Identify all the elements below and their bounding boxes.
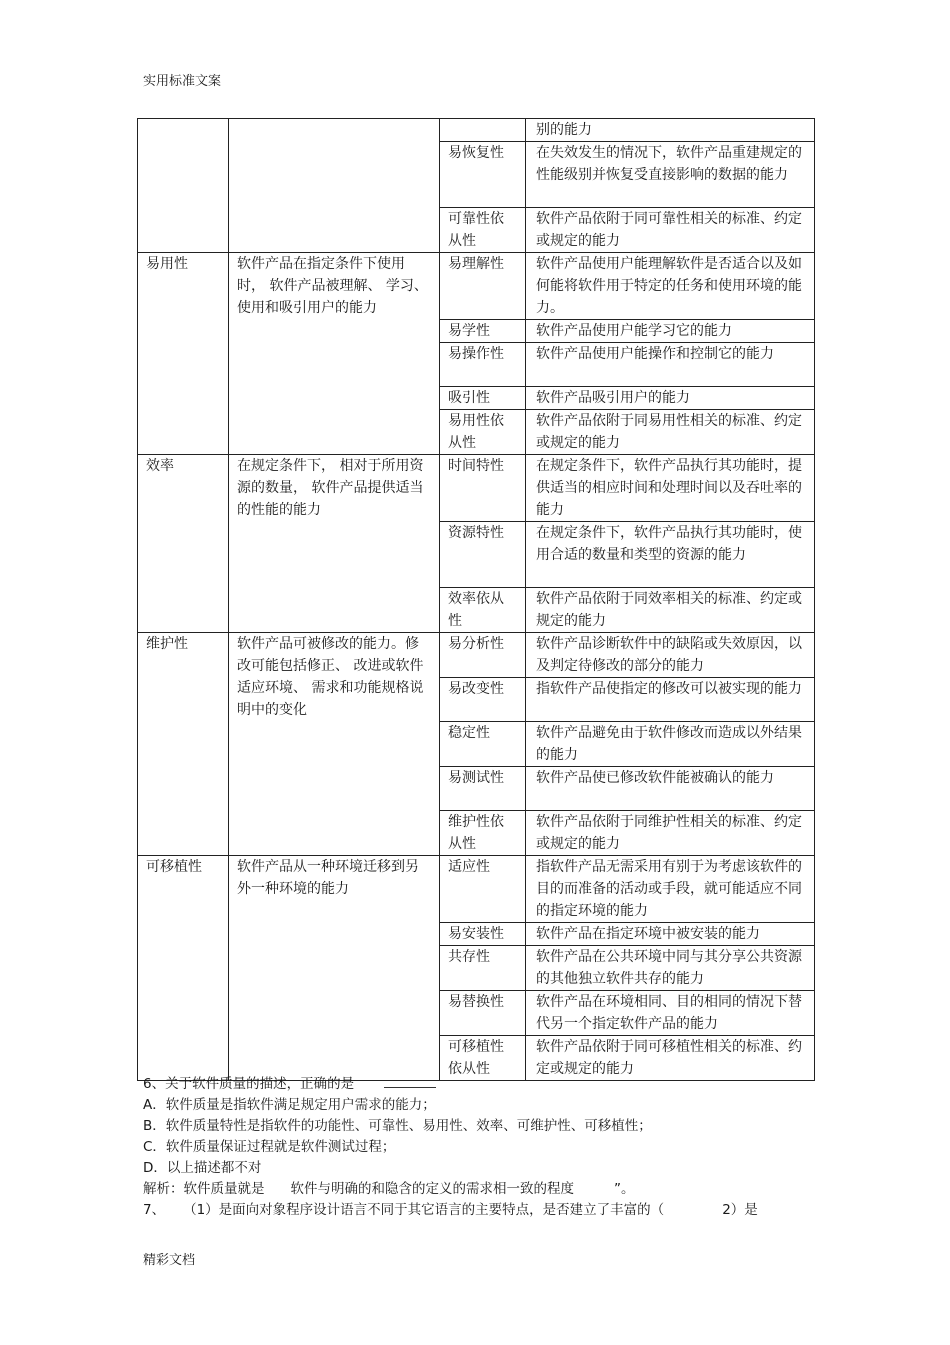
quality-characteristics-table — [137, 118, 815, 1081]
page-footer: 精彩文档 — [143, 1253, 196, 1268]
sub-characteristic-cell: 稳定性 — [440, 722, 526, 767]
sub-characteristic-cell: 共存性 — [440, 946, 526, 991]
sub-definition-cell: 在规定条件下，软件产品执行其功能时，使用合适的数量和类型的资源的能力 — [526, 522, 815, 588]
sub-definition-cell: 软件产品使已修改软件能被确认的能力 — [526, 767, 815, 811]
sub-definition-cell: 软件产品在指定环境中被安装的能力 — [526, 923, 815, 946]
option-a: A．软件质量是指软件满足规定用户需求的能力； — [143, 1097, 436, 1113]
sub-definition-cell: 软件产品诊断软件中的缺陷或失效原因，以及判定待修改的部分的能力 — [526, 633, 815, 678]
definition-cell — [229, 119, 440, 253]
sub-characteristic-cell: 易恢复性 — [440, 142, 526, 208]
sub-definition-cell: 软件产品避免由于软件修改而造成以外结果的能力 — [526, 722, 815, 767]
sub-definition-cell: 指软件产品使指定的修改可以被实现的能力 — [526, 678, 815, 722]
sub-characteristic-cell: 资源特性 — [440, 522, 526, 588]
sub-definition-cell: 软件产品在环境相同、目的相同的情况下替代另一个指定软件产品的能力 — [526, 991, 815, 1036]
sub-definition-cell: 软件产品使用户能操作和控制它的能力 — [526, 343, 815, 387]
sub-characteristic-cell: 易学性 — [440, 320, 526, 343]
sub-definition-cell: 软件产品在公共环境中同与其分享公共资源的其他独立软件共存的能力 — [526, 946, 815, 991]
sub-characteristic-cell: 易分析性 — [440, 633, 526, 678]
sub-characteristic-cell: 易测试性 — [440, 767, 526, 811]
question-6-stem: 6、关于软件质量的描述，正确的是 — [143, 1073, 823, 1095]
characteristic-cell: 效率 — [138, 455, 229, 633]
table-row — [138, 253, 815, 320]
sub-definition-cell: 软件产品吸引用户的能力 — [526, 387, 815, 410]
definition-cell: 软件产品从一种环境迁移到另外一种环境的能力 — [229, 856, 440, 1081]
characteristic-cell: 可移植性 — [138, 856, 229, 1081]
definition-cell: 在规定条件下， 相对于所用资源的数量， 软件产品提供适当的性能的能力 — [229, 455, 440, 633]
sub-definition-cell: 指软件产品无需采用有别于为考虑该软件的目的而准备的活动或手段，就可能适应不同的指定环境的能力 — [526, 856, 815, 923]
table-row — [138, 119, 815, 142]
sub-definition-cell: 软件产品依附于同易用性相关的标准、约定或规定的能力 — [526, 410, 815, 455]
option-c: C．软件质量保证过程就是软件测试过程； — [143, 1139, 396, 1155]
sub-characteristic-cell: 易操作性 — [440, 343, 526, 387]
sub-definition-cell: 软件产品使用户能学习它的能力 — [526, 320, 815, 343]
questions-section — [143, 1073, 823, 1221]
option-b: B．软件质量特性是指软件的功能性、可靠性、易用性、效率、可维护性、可移植性； — [143, 1118, 652, 1134]
sub-characteristic-cell: 时间特性 — [440, 455, 526, 522]
sub-characteristic-cell — [440, 119, 526, 142]
question-7: 7、 （1）是面向对象程序设计语言不同于其它语言的主要特点，是否建立了丰富的（ 2）是 — [143, 1202, 758, 1218]
sub-characteristic-cell: 适应性 — [440, 856, 526, 923]
sub-definition-cell: 在失效发生的情况下，软件产品重建规定的性能级别并恢复受直接影响的数据的能力 — [526, 142, 815, 208]
sub-characteristic-cell: 效率依从性 — [440, 588, 526, 633]
characteristic-cell — [138, 119, 229, 253]
definition-cell: 软件产品在指定条件下使用时， 软件产品被理解、 学习、使用和吸引用户的能力 — [229, 253, 440, 455]
sub-characteristic-cell: 易理解性 — [440, 253, 526, 320]
sub-characteristic-cell: 吸引性 — [440, 387, 526, 410]
sub-definition-cell: 软件产品使用户能理解软件是否适合以及如何能将软件用于特定的任务和使用环境的能力。 — [526, 253, 815, 320]
table-row — [138, 856, 815, 923]
sub-characteristic-cell: 易用性依从性 — [440, 410, 526, 455]
definition-cell: 软件产品可被修改的能力。修改可能包括修正、 改进或软件适应环境、 需求和功能规格说明中的变化 — [229, 633, 440, 856]
sub-definition-cell: 软件产品依附于同可靠性相关的标准、约定或规定的能力 — [526, 208, 815, 253]
sub-characteristic-cell: 可移植性依从性 — [440, 1036, 526, 1081]
answer-blank — [384, 1073, 436, 1088]
table-row — [138, 633, 815, 678]
table-row — [138, 455, 815, 522]
sub-definition-cell: 别的能力 — [526, 119, 815, 142]
sub-definition-cell: 软件产品依附于同效率相关的标准、约定或规定的能力 — [526, 588, 815, 633]
sub-definition-cell: 软件产品依附于同可移植性相关的标准、约定或规定的能力 — [526, 1036, 815, 1081]
sub-characteristic-cell: 易安装性 — [440, 923, 526, 946]
characteristic-cell: 维护性 — [138, 633, 229, 856]
sub-characteristic-cell: 易替换性 — [440, 991, 526, 1036]
question-6-analysis: 解析：软件质量就是 软件与明确的和隐含的定义的需求相一致的程度 ”。 — [143, 1181, 635, 1197]
sub-characteristic-cell: 易改变性 — [440, 678, 526, 722]
sub-definition-cell: 软件产品依附于同维护性相关的标准、约定或规定的能力 — [526, 811, 815, 856]
characteristic-cell: 易用性 — [138, 253, 229, 455]
option-d: D．以上描述都不对 — [143, 1160, 262, 1176]
page-header: 实用标准文案 — [143, 74, 222, 89]
sub-characteristic-cell: 维护性依从性 — [440, 811, 526, 856]
sub-characteristic-cell: 可靠性依从性 — [440, 208, 526, 253]
sub-definition-cell: 在规定条件下，软件产品执行其功能时，提供适当的相应时间和处理时间以及吞吐率的能力 — [526, 455, 815, 522]
